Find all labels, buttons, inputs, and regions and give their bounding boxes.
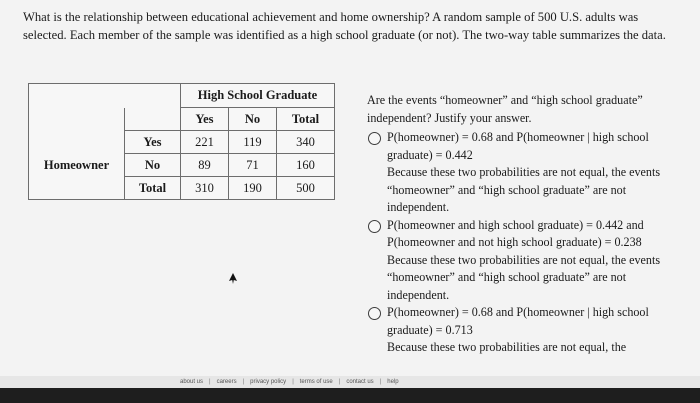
radio-button[interactable]: [368, 132, 381, 145]
table-row: [29, 177, 335, 200]
table-row: [29, 154, 335, 177]
table-cell: 71: [229, 154, 277, 177]
answer-option-3[interactable]: [367, 304, 667, 357]
footer-link-about-us[interactable]: about us: [180, 379, 204, 385]
col-header: Total: [277, 108, 335, 131]
option-justification: Because these two probabilities are not equal, the: [387, 340, 627, 354]
option-text: P(homeowner) = 0.68 and P(homeowner | high school graduate) = 0.713: [387, 305, 649, 337]
option-text: P(homeowner) = 0.68 and P(homeowner | high school graduate) = 0.442: [387, 130, 649, 162]
table-cell: 221: [181, 131, 229, 154]
answer-panel: [367, 92, 667, 357]
footer-link-terms-of-use[interactable]: terms of use: [299, 379, 333, 385]
row-group-spacer: [29, 131, 125, 154]
option-justification: Because these two probabilities are not equal, the events “homeowner” and “high school graduate” are not independent.: [387, 165, 661, 214]
radio-button[interactable]: [368, 307, 381, 320]
footer-link-help[interactable]: help: [387, 379, 399, 385]
footer-link-contact-us[interactable]: contact us: [346, 379, 374, 385]
option-text: P(homeowner and high school graduate) = 0.442 and P(homeowner and not high school graduate) = 0.238: [387, 217, 644, 249]
mouse-cursor-icon: [228, 273, 238, 285]
answer-option-1[interactable]: [367, 129, 667, 217]
two-way-table: [28, 83, 335, 200]
row-group-header: Homeowner: [29, 154, 125, 177]
footer-bar: [0, 376, 700, 388]
screen-bezel: [0, 388, 700, 403]
table-cell: 190: [229, 177, 277, 200]
footer-divider: |: [338, 379, 341, 385]
radio-button[interactable]: [368, 220, 381, 233]
table-corner: [125, 108, 181, 131]
table-row: [29, 131, 335, 154]
table-cell: 500: [277, 177, 335, 200]
col-group-header: High School Graduate: [181, 84, 335, 108]
col-header: No: [229, 108, 277, 131]
table-corner: [29, 108, 125, 131]
answer-prompt: Are the events “homeowner” and “high school graduate” independent? Justify your answer.: [367, 93, 643, 125]
footer-link-privacy-policy[interactable]: privacy policy: [250, 379, 287, 385]
table-cell: 340: [277, 131, 335, 154]
col-header: Yes: [181, 108, 229, 131]
table-cell: 160: [277, 154, 335, 177]
row-header: Total: [125, 177, 181, 200]
footer-links: [174, 376, 405, 388]
table-cell: 119: [229, 131, 277, 154]
answer-option-2[interactable]: [367, 217, 667, 305]
footer-divider: |: [242, 379, 245, 385]
row-header: No: [125, 154, 181, 177]
footer-link-careers[interactable]: careers: [216, 379, 237, 385]
question-text: What is the relationship between educational achievement and home ownership? A random sample of 500 U.S. adults was selected. Each member of the sample was identified as a high school graduate (or not). The two-way table summarizes the data.: [23, 10, 666, 42]
footer-divider: |: [209, 379, 211, 385]
table-cell: 89: [181, 154, 229, 177]
row-header: Yes: [125, 131, 181, 154]
footer-divider: |: [379, 379, 382, 385]
option-justification: Because these two probabilities are not equal, the events “homeowner” and “high school graduate” are not independent.: [387, 252, 661, 302]
table-corner: [29, 84, 181, 108]
footer-divider: |: [292, 379, 294, 385]
table-cell: 310: [181, 177, 229, 200]
row-group-spacer: [29, 177, 125, 200]
